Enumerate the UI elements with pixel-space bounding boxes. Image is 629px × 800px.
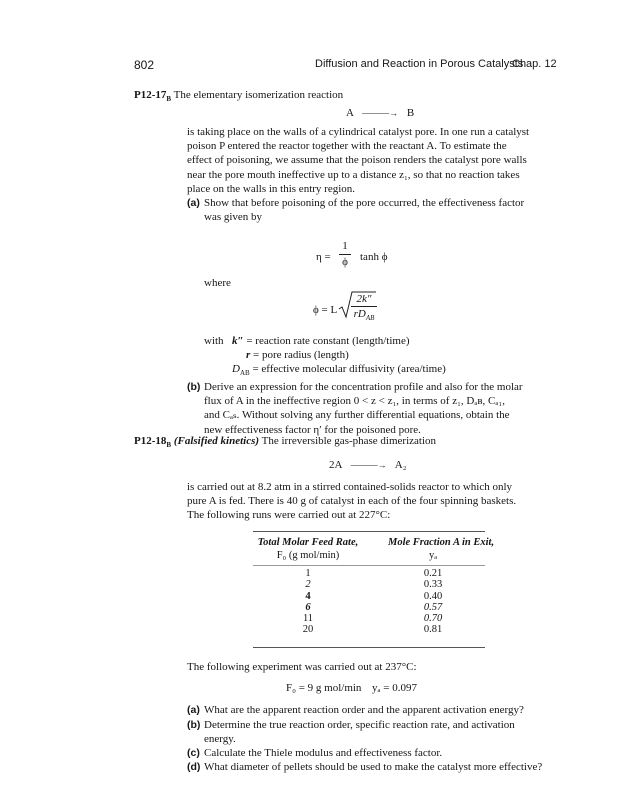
problem-18-paragraph: [187, 480, 555, 523]
col2-subheader: yₐ: [428, 550, 438, 561]
eq2-fraction: [351, 292, 377, 326]
page-number: 802: [134, 58, 155, 72]
eq2-lhs: ϕ = L: [313, 304, 338, 316]
reaction-lhs: A: [346, 107, 354, 119]
paragraph-line: is carried out at 8.2 atm in a stirred contained-solids reactor to which only: [187, 481, 513, 493]
table-row: 2 0.33: [305, 579, 443, 591]
experiment-feed: F₀ = 9 g mol/min: [286, 682, 362, 694]
part-b-line: new effectiveness factor η′ for the poisoned pore.: [204, 423, 421, 436]
with-word: with: [204, 335, 224, 347]
running-title: Diffusion and Reaction in Porous Catalysts: [315, 58, 524, 70]
experiment-yield: yₐ = 0.097: [372, 682, 417, 694]
reaction-rhs: B: [406, 107, 415, 119]
part-b-line: Derive an expression for the concentration profile and also for the molar: [204, 381, 523, 393]
part-label: (a): [187, 197, 200, 209]
table-row: 1 0.21: [305, 568, 443, 579]
definition-r: r = pore radius (length): [246, 349, 349, 361]
experiment-intro: The following experiment was carried out at 237°C:: [187, 661, 417, 673]
equation-effectiveness: [316, 250, 331, 264]
question-a: (a) What are the apparent reaction order and the apparent activation energy?: [187, 704, 524, 716]
paragraph-line: effect of poisoning, we assume that the poison renders the catalyst pore walls: [187, 154, 527, 167]
part-a-line: was given by: [204, 211, 263, 224]
problem-17-heading: [134, 88, 343, 106]
eq2-numerator: 2k″: [356, 293, 372, 305]
problem-18-label: P12-18: [134, 435, 167, 447]
eq1-denominator: ϕ: [339, 254, 351, 269]
problem-17-part-b: [187, 380, 555, 437]
reaction-arrow: ———→: [362, 108, 399, 118]
table-bottom-rule: [253, 647, 485, 648]
table-row: 6 0.57: [305, 601, 443, 613]
part-b-line: and Cₐₛ. Without solving any further differential equations, obtain the: [204, 409, 510, 422]
col1-header: Total Molar Feed Rate,: [257, 537, 359, 548]
problem-18-title: (Falsified kinetics): [173, 435, 260, 447]
reaction-arrow: ———→: [350, 460, 387, 470]
problem-17-paragraph: [187, 125, 555, 196]
part-b-line: flux of A in the ineffective region 0 < z < z₁, in terms of z₁, Dₐʙ, Cₐ₁,: [204, 395, 505, 408]
definition-k: k″ = reaction rate constant (length/time): [232, 335, 410, 347]
paragraph-line: pure A is fed. There is 40 g of catalyst in each of the four spinning baskets.: [187, 495, 517, 508]
paragraph-line: place on the walls in this entry region.: [187, 182, 356, 195]
paragraph-line: poison P entered the reactor together with the reactant A. To estimate the: [187, 140, 507, 153]
table-row: 20 0.81: [302, 624, 443, 636]
table-header: [253, 537, 495, 561]
paragraph-line: The following runs were carried out at 227°C:: [187, 509, 391, 522]
problem-18-sub: B: [166, 441, 172, 450]
question-b: (b) Determine the true reaction order, specific reaction rate, and activation energy.: [187, 719, 515, 746]
eq2-denominator: $rD_{AB}$: [351, 306, 377, 325]
where-word: where: [204, 277, 231, 289]
question-c: (c) Calculate the Thiele modulus and effectiveness factor.: [187, 747, 443, 759]
table-header-rule: [253, 565, 485, 566]
reaction-dimerization: [329, 458, 407, 472]
problem-17-sub: B: [166, 95, 172, 104]
eq1-fraction: [339, 239, 351, 269]
reaction-rhs: A₂: [394, 459, 407, 471]
question-label: (c): [187, 747, 200, 759]
question-label: (a): [187, 704, 200, 716]
definition-dab: $D_{AB}$ = effective molecular diffusivity (area/time): [232, 363, 446, 378]
eq1-rhs: tanh ϕ: [360, 251, 388, 263]
reaction-isomerization: [346, 106, 414, 120]
reaction-lhs: 2A: [329, 459, 342, 471]
problem-17-label: P12-17: [134, 89, 167, 101]
question-label: (b): [187, 719, 201, 731]
table-row: 4 0.40: [305, 590, 443, 602]
part-a-line: Show that before poisoning of the pore occurred, the effectiveness factor: [204, 197, 525, 209]
eq1-lhs: η =: [316, 251, 331, 263]
table-row: 11 0.70: [302, 613, 443, 625]
question-d: (d) What diameter of pellets should be used to make the catalyst more effective?: [187, 761, 543, 773]
problem-18-heading: [134, 434, 436, 452]
chapter-label: Chap. 12: [512, 58, 557, 70]
problem-17-intro: The elementary isomerization reaction: [173, 89, 344, 101]
question-label: (d): [187, 761, 201, 773]
paragraph-line: near the pore mouth ineffective up to a distance z₁, so that no reaction takes: [187, 168, 520, 181]
col1-subheader: F₀ (g mol/min): [276, 550, 340, 561]
table-body: [253, 568, 485, 636]
problem-17-part-a: [187, 196, 555, 224]
col2-header: Mole Fraction A in Exit,: [388, 537, 495, 548]
paragraph-line: is taking place on the walls of a cylindrical catalyst pore. In one run a catalyst: [187, 126, 530, 138]
eq1-numerator: 1: [342, 240, 348, 252]
part-label: (b): [187, 381, 201, 393]
problem-18-intro: The irreversible gas-phase dimerization: [261, 435, 437, 447]
table-top-rule: [253, 531, 485, 532]
